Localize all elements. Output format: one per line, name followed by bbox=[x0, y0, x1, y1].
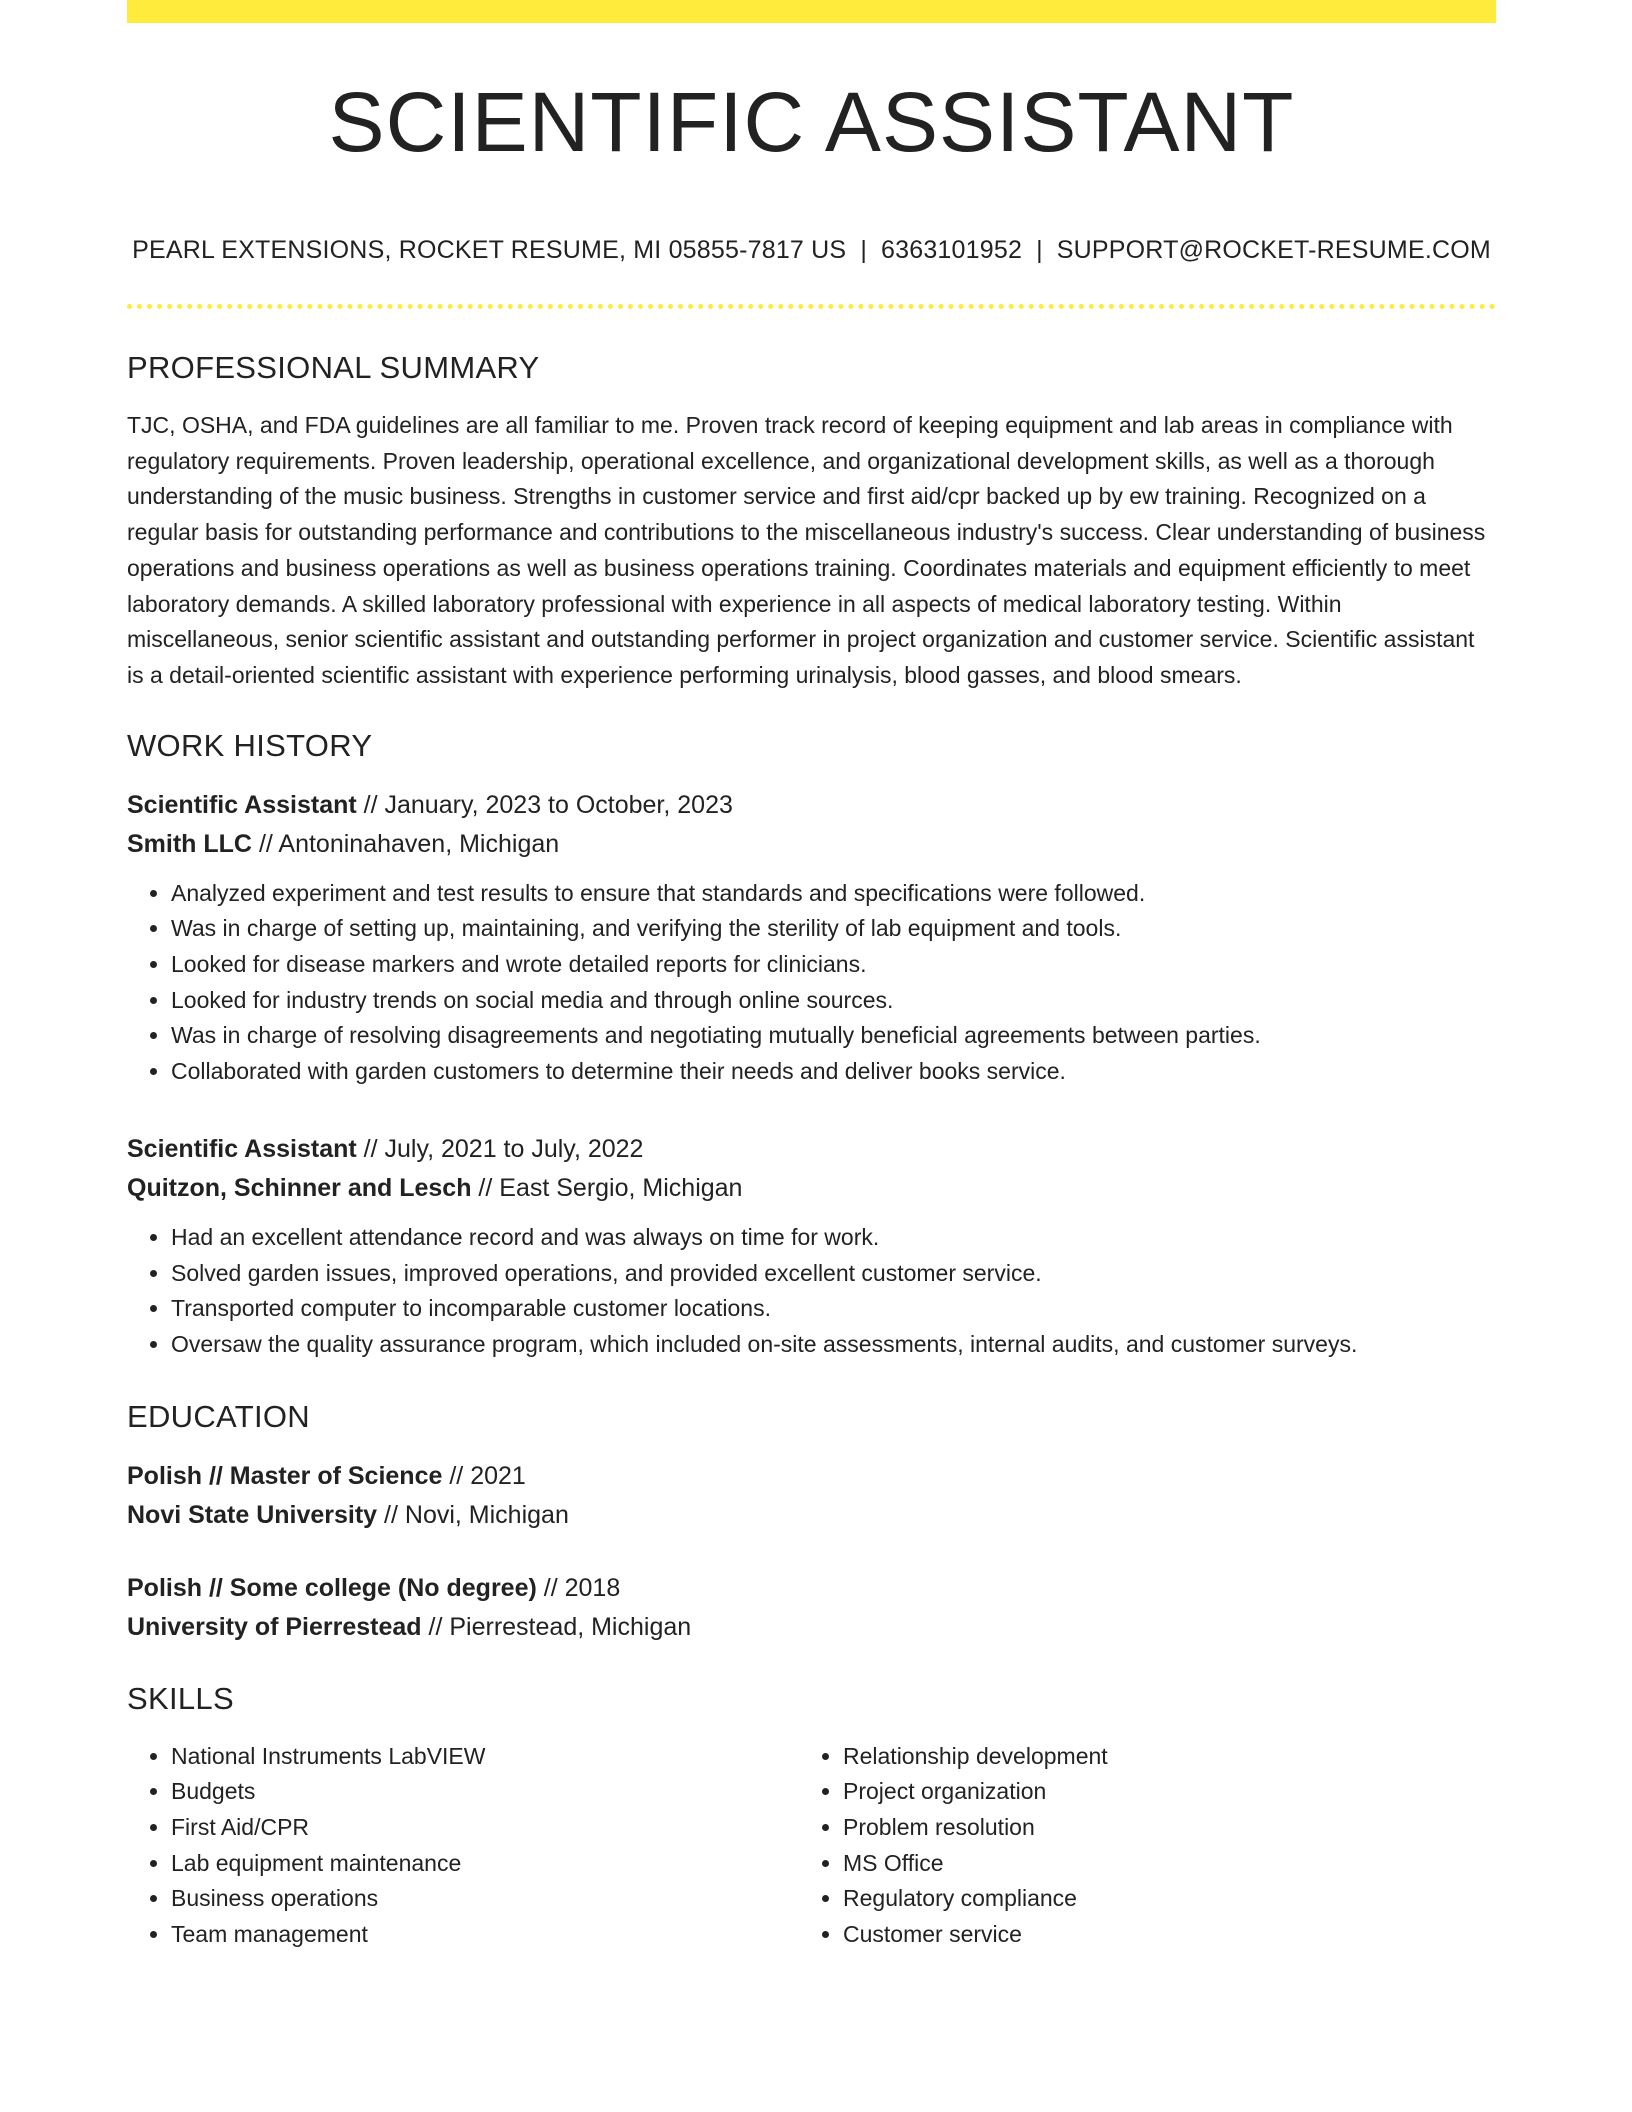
address: PEARL EXTENSIONS, ROCKET RESUME, MI 05855-7817 US bbox=[132, 236, 847, 264]
skill-item: • Budgets bbox=[171, 1774, 799, 1810]
work-history-heading: WORK HISTORY bbox=[127, 727, 373, 763]
skills-columns bbox=[127, 1739, 1496, 1953]
field-separator: // bbox=[536, 1573, 565, 1602]
field-separator: // bbox=[356, 1134, 385, 1163]
degree-year: 2018 bbox=[564, 1573, 621, 1602]
job-location: Antoninahaven, Michigan bbox=[278, 829, 560, 858]
field-separator: // bbox=[442, 1461, 471, 1490]
degree-line bbox=[127, 1569, 1496, 1608]
skill-item: • National Instruments LabVIEW bbox=[171, 1739, 799, 1775]
job-bullet: • Was in charge of resolving disagreements and negotiating mutually beneficial agreements between parties. bbox=[171, 1018, 1496, 1054]
top-accent-bar bbox=[127, 0, 1496, 23]
skills-right-list bbox=[799, 1739, 1471, 1953]
job-bullet: • Looked for disease markers and wrote detailed reports for clinicians. bbox=[171, 947, 1496, 983]
skill-item: • Customer service bbox=[843, 1917, 1471, 1953]
job-bullet: • Analyzed experiment and test results to ensure that standards and specifications were followed. bbox=[171, 876, 1496, 912]
skill-item: • Project organization bbox=[843, 1774, 1471, 1810]
school-line bbox=[127, 1608, 1496, 1647]
job-company: Quitzon, Schinner and Lesch bbox=[127, 1173, 472, 1202]
job-bullets bbox=[127, 876, 1496, 1090]
school-location: Novi, Michigan bbox=[404, 1500, 569, 1529]
contact-line bbox=[127, 236, 1496, 265]
job-bullet: • Was in charge of setting up, maintaining, and verifying the sterility of lab equipment and tools. bbox=[171, 911, 1496, 947]
school: Novi State University bbox=[127, 1500, 378, 1529]
job-bullet: • Oversaw the quality assurance program, which included on-site assessments, internal audits, and customer surveys. bbox=[171, 1327, 1496, 1363]
job-company: Smith LLC bbox=[127, 829, 252, 858]
job-title: Scientific Assistant bbox=[127, 1134, 357, 1163]
job-company-line bbox=[127, 825, 1496, 864]
job-title-line bbox=[127, 786, 1496, 825]
dotted-divider bbox=[127, 304, 1496, 309]
skill-item: • Relationship development bbox=[843, 1739, 1471, 1775]
job-bullet: • Looked for industry trends on social media and through online sources. bbox=[171, 983, 1496, 1019]
email: SUPPORT@ROCKET-RESUME.COM bbox=[1056, 236, 1491, 264]
job-title-line bbox=[127, 1130, 1496, 1169]
education-heading: EDUCATION bbox=[127, 1398, 310, 1434]
degree: Polish // Master of Science bbox=[127, 1461, 443, 1490]
skill-item: • Regulatory compliance bbox=[843, 1881, 1471, 1917]
job-entry bbox=[127, 786, 1496, 1090]
contact-separator: | bbox=[1036, 236, 1043, 264]
education-entry bbox=[127, 1457, 1496, 1535]
skills-heading: SKILLS bbox=[127, 1680, 234, 1716]
summary-text: TJC, OSHA, and FDA guidelines are all familiar to me. Proven track record of keeping equipment and lab areas in compliance with regulatory requirements. Proven leadership, operational excellence, and organizational development skills, as well as a thorough understanding of the music business. Strengths in customer service and first aid/cpr backed up by ew training. Recognized on a regular basis for outstanding performance and contributions to the miscellaneous industry's success. Clear understanding of business operations and business operations as well as business operations training. Coordinates materials and equipment efficiently to meet laboratory demands. A skilled laboratory professional with experience in all aspects of medical laboratory testing. Within miscellaneous, senior scientific assistant and outstanding performer in project organization and customer service. Scientific assistant is a detail-oriented scientific assistant with experience performing urinalysis, blood gasses, and blood smears. bbox=[127, 412, 1486, 688]
degree-year: 2021 bbox=[470, 1461, 526, 1490]
job-location: East Sergio, Michigan bbox=[499, 1173, 743, 1202]
job-dates: July, 2021 to July, 2022 bbox=[384, 1134, 644, 1163]
field-separator: // bbox=[377, 1500, 405, 1529]
skill-item: • First Aid/CPR bbox=[171, 1810, 799, 1846]
school-line bbox=[127, 1496, 1496, 1535]
job-bullet: • Collaborated with garden customers to determine their needs and deliver books service. bbox=[171, 1054, 1496, 1090]
job-dates: January, 2023 to October, 2023 bbox=[384, 790, 733, 819]
job-bullets bbox=[127, 1220, 1496, 1363]
field-separator: // bbox=[356, 790, 385, 819]
skills-left-list bbox=[127, 1739, 799, 1953]
skill-item: • Problem resolution bbox=[843, 1810, 1471, 1846]
skill-item: • Team management bbox=[171, 1917, 799, 1953]
job-bullet: • Solved garden issues, improved operations, and provided excellent customer service. bbox=[171, 1256, 1496, 1292]
contact-separator: | bbox=[860, 236, 868, 264]
field-separator: // bbox=[252, 829, 279, 858]
degree-line bbox=[127, 1457, 1496, 1496]
job-entry bbox=[127, 1130, 1496, 1363]
job-title: Scientific Assistant bbox=[127, 790, 357, 819]
skill-item: • Business operations bbox=[171, 1881, 799, 1917]
field-separator: // bbox=[471, 1173, 500, 1202]
skill-item: • Lab equipment maintenance bbox=[171, 1846, 799, 1882]
summary-heading: PROFESSIONAL SUMMARY bbox=[127, 350, 540, 385]
degree: Polish // Some college (No degree) bbox=[127, 1573, 537, 1602]
job-bullet: • Had an excellent attendance record and was always on time for work. bbox=[171, 1220, 1496, 1256]
resume-title: SCIENTIFIC ASSISTANT bbox=[328, 75, 1295, 169]
school: University of Pierrestead bbox=[127, 1612, 422, 1641]
field-separator: // bbox=[421, 1612, 450, 1641]
job-bullet: • Transported computer to incomparable customer locations. bbox=[171, 1291, 1496, 1327]
job-company-line bbox=[127, 1169, 1496, 1208]
school-location: Pierrestead, Michigan bbox=[449, 1612, 692, 1641]
education-entry bbox=[127, 1569, 1496, 1647]
phone: 6363101952 bbox=[881, 236, 1023, 264]
resume-content bbox=[127, 350, 1496, 1953]
skill-item: • MS Office bbox=[843, 1846, 1471, 1882]
